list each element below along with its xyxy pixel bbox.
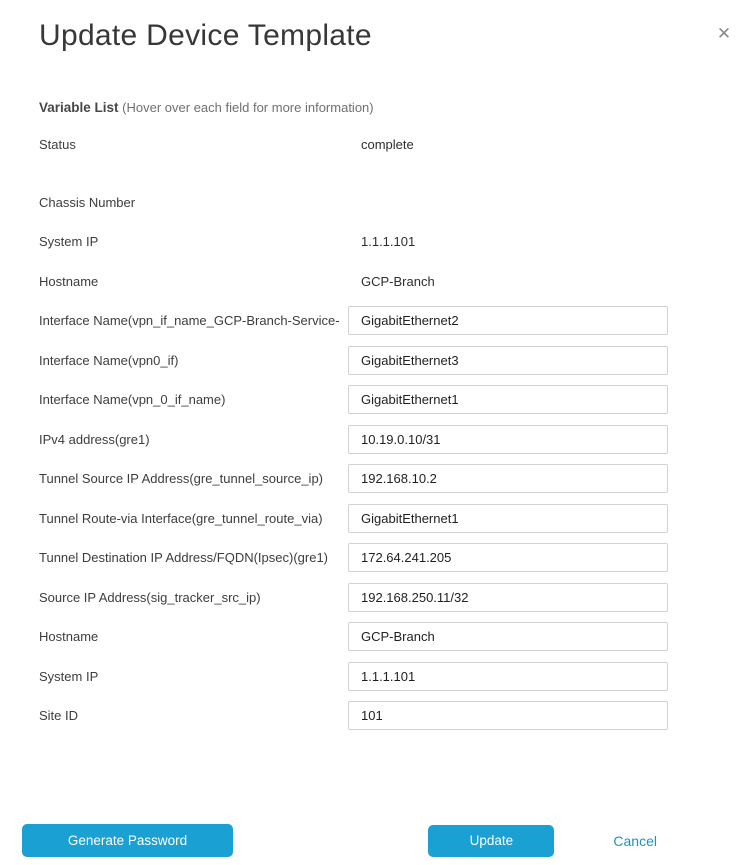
hostname-field-label: Hostname [39, 629, 99, 645]
form-row-system-ip [39, 222, 668, 262]
hostname-field-input[interactable] [348, 622, 668, 651]
tunnel-route-via-interface-label: Tunnel Route-via Interface(gre_tunnel_route_via) [39, 510, 323, 526]
form-row-chassis-number [39, 183, 668, 223]
source-ip-address-label: Source IP Address(sig_tracker_src_ip) [39, 589, 261, 605]
form-row-status [39, 125, 668, 165]
ipv4-address-gre1-label: IPv4 address(gre1) [39, 431, 150, 447]
system-ip-value: 1.1.1.101 [361, 234, 416, 250]
form-row-system-ip-field [39, 657, 668, 697]
site-id-input[interactable] [348, 701, 668, 730]
variable-list-heading [39, 100, 752, 115]
tunnel-destination-ip-value-cell [348, 543, 668, 572]
form-row-interface-name-vpn-0-if-name [39, 380, 668, 420]
form-row-interface-name-vpn-if-name [39, 301, 668, 341]
variable-form [39, 125, 668, 736]
interface-name-vpn0-if-value-cell [348, 346, 668, 375]
hostname-value-cell [348, 274, 668, 289]
interface-name-vpn0-if-input[interactable] [348, 346, 668, 375]
source-ip-address-value-cell [348, 583, 668, 612]
ipv4-address-gre1-input[interactable] [348, 425, 668, 454]
tunnel-source-ip-label: Tunnel Source IP Address(gre_tunnel_source_ip) [39, 471, 324, 487]
source-ip-address-input[interactable] [348, 583, 668, 612]
variable-list-hint: (Hover over each field for more information) [122, 100, 374, 115]
tunnel-source-ip-value-cell [348, 464, 668, 493]
form-row-tunnel-source-ip [39, 459, 668, 499]
hostname-label: Hostname [39, 273, 99, 289]
footer-action-group [428, 825, 657, 857]
update-device-template-dialog [0, 19, 752, 865]
interface-name-vpn-if-name-label: Interface Name(vpn_if_name_GCP-Branch-Service- [39, 313, 340, 329]
tunnel-source-ip-input[interactable] [348, 464, 668, 493]
form-row-ipv4-address-gre1 [39, 420, 668, 460]
interface-name-vpn-0-if-name-input[interactable] [348, 385, 668, 414]
interface-name-vpn-0-if-name-label: Interface Name(vpn_0_if_name) [39, 392, 226, 408]
status-value: complete [361, 137, 414, 153]
dialog-footer [0, 824, 752, 857]
status-label: Status [39, 137, 76, 153]
update-button[interactable]: Update [428, 825, 554, 857]
cancel-button[interactable]: Cancel [613, 832, 657, 849]
form-row-interface-name-vpn0-if [39, 341, 668, 381]
tunnel-route-via-interface-input[interactable] [348, 504, 668, 533]
variable-list-label: Variable List [39, 100, 119, 115]
generate-password-button[interactable]: Generate Password [22, 824, 233, 857]
interface-name-vpn-0-if-name-value-cell [348, 385, 668, 414]
system-ip-field-value-cell [348, 662, 668, 691]
interface-name-vpn-if-name-input[interactable] [348, 306, 668, 335]
form-row-tunnel-route-via-interface [39, 499, 668, 539]
system-ip-field-input[interactable] [348, 662, 668, 691]
form-row-source-ip-address [39, 578, 668, 618]
tunnel-destination-ip-label: Tunnel Destination IP Address/FQDN(Ipsec)(gre1) [39, 550, 329, 566]
form-row-site-id [39, 696, 668, 736]
hostname-value: GCP-Branch [361, 273, 435, 289]
tunnel-destination-ip-input[interactable] [348, 543, 668, 572]
page-title: Update Device Template [39, 19, 372, 52]
site-id-label: Site ID [39, 708, 79, 724]
system-ip-label: System IP [39, 234, 99, 250]
interface-name-vpn0-if-label: Interface Name(vpn0_if) [39, 352, 179, 368]
ipv4-address-gre1-value-cell [348, 425, 668, 454]
site-id-value-cell [348, 701, 668, 730]
form-row-hostname-field [39, 617, 668, 657]
form-row-tunnel-destination-ip [39, 538, 668, 578]
chassis-number-label: Chassis Number [39, 194, 136, 210]
form-row-hostname [39, 262, 668, 302]
tunnel-route-via-interface-value-cell [348, 504, 668, 533]
hostname-field-value-cell [348, 622, 668, 651]
status-value-cell [348, 137, 668, 152]
system-ip-value-cell [348, 234, 668, 249]
system-ip-field-label: System IP [39, 668, 99, 684]
close-icon[interactable]: ✕ [716, 24, 732, 43]
interface-name-vpn-if-name-value-cell [348, 306, 668, 335]
